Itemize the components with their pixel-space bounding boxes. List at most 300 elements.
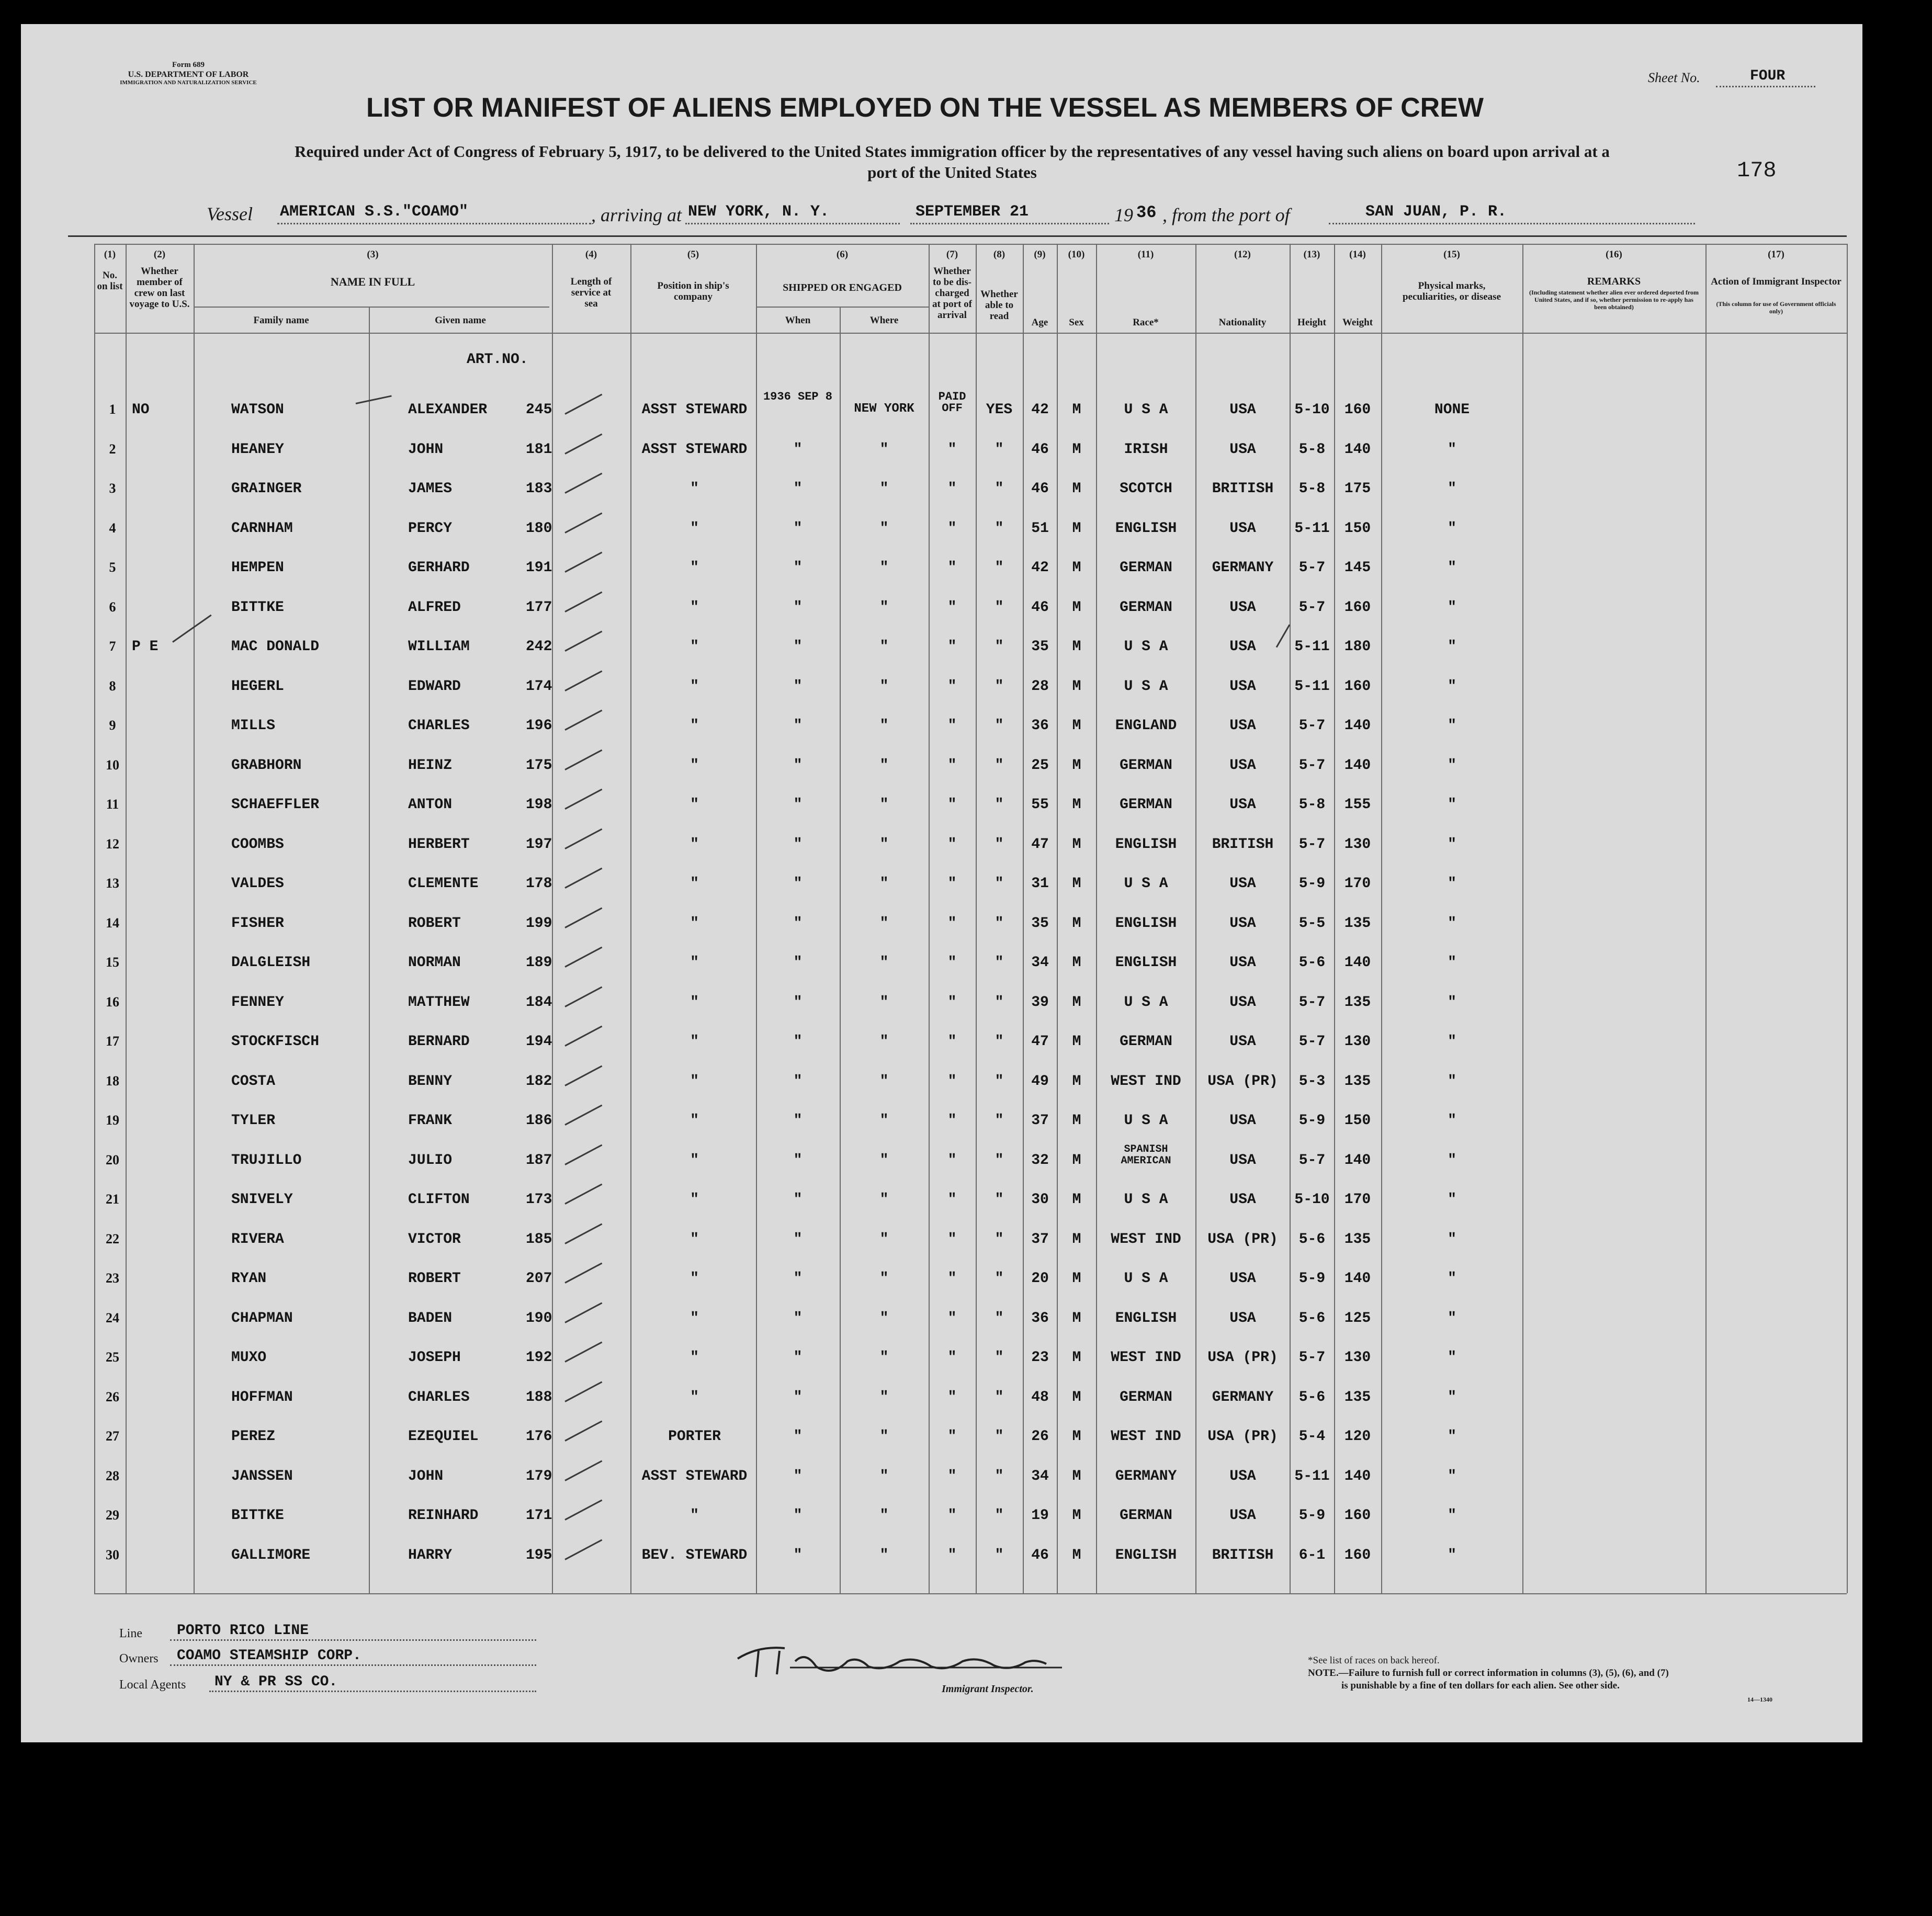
table-row (21, 1496, 1773, 1535)
cell-position: " (690, 1152, 699, 1169)
cell-race: U S A (1124, 876, 1168, 892)
cell-able-to-read: " (995, 560, 1004, 576)
cell-shipped-when: " (793, 797, 803, 813)
cell-article-number: 199 (526, 915, 552, 932)
from-port-label: , from the port of (1162, 205, 1290, 225)
cell-shipped-where: " (879, 836, 889, 853)
sheet-label: Sheet No. (1648, 70, 1700, 85)
cell-able-to-read: " (995, 1231, 1004, 1248)
cell-age: 49 (1031, 1073, 1049, 1090)
col11-number: (11) (1137, 249, 1154, 260)
table-row (21, 1101, 1773, 1140)
cell-race: GERMAN (1120, 599, 1172, 616)
cell-sex: M (1072, 639, 1081, 655)
cell-article-number: 180 (526, 520, 552, 537)
col15-number: (15) (1443, 249, 1460, 260)
cell-family-name: JANSSEN (231, 1468, 293, 1484)
cell-sex: M (1072, 560, 1081, 576)
table-row (21, 785, 1773, 824)
cell-age: 28 (1031, 678, 1049, 695)
cell-article-number: 189 (526, 955, 552, 971)
cell-family-name: VALDES (231, 876, 284, 892)
cell-sex: M (1072, 797, 1081, 813)
cell-article-number: 185 (526, 1231, 552, 1248)
manifest-title: LIST OR MANIFEST OF ALIENS EMPLOYED ON THE VESSEL AS MEMBERS OF CREW (366, 93, 1484, 123)
cell-article-number: 176 (526, 1429, 552, 1445)
cell-height: 5-3 (1298, 1073, 1326, 1090)
cell-position: " (690, 1073, 699, 1090)
col16-header: REMARKS (1587, 276, 1641, 287)
cell-family-name: HEMPEN (231, 560, 284, 576)
cell-race: ENGLISH (1115, 520, 1177, 537)
cell-discharged: " (947, 1271, 957, 1287)
arriving-fill-line (685, 222, 900, 224)
cell-physical-marks: " (1448, 520, 1456, 537)
cell-physical-marks: " (1448, 1192, 1456, 1208)
cell-sex: M (1072, 481, 1081, 497)
cell-age: 35 (1031, 639, 1049, 655)
cell-row-number: 16 (106, 994, 119, 1010)
cell-position: ASST STEWARD (641, 441, 748, 458)
cell-weight: 155 (1344, 797, 1371, 813)
cell-article-number: 184 (526, 994, 552, 1011)
cell-discharged: " (947, 1547, 957, 1563)
cell-family-name: MAC DONALD (231, 639, 320, 655)
cell-given-name: ANTON (408, 797, 453, 813)
cell-shipped-when: " (793, 639, 803, 655)
cell-shipped-where: " (879, 1350, 889, 1366)
cell-family-name: HEGERL (231, 678, 284, 695)
cell-sex: M (1072, 1468, 1081, 1484)
cell-sex: M (1072, 876, 1081, 892)
cell-given-name: VICTOR (408, 1231, 461, 1248)
col12-header: Nationality (1218, 317, 1267, 328)
col6-where-header: Where (869, 315, 899, 326)
cell-shipped-where: " (879, 599, 889, 616)
cell-sex: M (1072, 718, 1081, 734)
cell-age: 46 (1031, 599, 1049, 616)
table-row (21, 1022, 1773, 1061)
cell-family-name: GALLIMORE (231, 1547, 311, 1563)
service-length-mark (564, 631, 602, 652)
cell-row-number: 4 (109, 520, 116, 536)
arriving-value: NEW YORK, N. Y. (688, 203, 830, 221)
cell-height: 5-9 (1298, 1271, 1326, 1287)
cell-physical-marks: " (1448, 876, 1456, 892)
date-fill-line (910, 222, 1109, 224)
col1-number: (1) (104, 249, 116, 260)
cell-position: " (690, 1310, 699, 1327)
cell-given-name: BADEN (408, 1310, 453, 1327)
cell-row-number: 14 (106, 915, 119, 931)
table-row (21, 864, 1773, 903)
cell-nationality: USA (1229, 599, 1256, 616)
cell-age: 34 (1031, 955, 1049, 971)
cell-able-to-read: " (995, 441, 1004, 458)
cell-shipped-where: " (879, 441, 889, 458)
cell-shipped-when: " (793, 718, 803, 734)
art-no-label: ART.NO. (467, 352, 528, 368)
cell-row-number: 10 (106, 757, 119, 773)
cell-row-number: 13 (106, 876, 119, 891)
cell-age: 34 (1031, 1468, 1049, 1484)
cell-weight: 140 (1344, 1152, 1371, 1169)
cell-family-name: WATSON (231, 402, 284, 418)
col7-header: Whether to be dis-charged at port of arrival (932, 266, 972, 321)
cell-position: " (690, 1350, 699, 1366)
cell-race: ENGLISH (1115, 1310, 1177, 1327)
cell-discharged: " (947, 718, 957, 734)
cell-physical-marks: " (1448, 797, 1456, 813)
cell-race: GERMAN (1120, 560, 1172, 576)
cell-able-to-read: YES (986, 402, 1013, 418)
cell-nationality: USA (1229, 797, 1256, 813)
cell-family-name: CHAPMAN (231, 1310, 293, 1327)
col4-number: (4) (585, 249, 597, 260)
cell-physical-marks: " (1448, 1152, 1456, 1169)
service-length-mark (564, 947, 602, 968)
cell-row-number: 23 (106, 1271, 119, 1286)
cell-nationality: USA (PR) (1207, 1350, 1278, 1366)
cell-given-name: ROBERT (408, 915, 461, 932)
table-row (21, 904, 1773, 943)
service-length-mark (564, 1302, 602, 1323)
name-subheader-line (194, 307, 549, 308)
cell-given-name: ROBERT (408, 1271, 461, 1287)
cell-physical-marks: " (1448, 1310, 1456, 1327)
col-line (1847, 244, 1848, 1593)
cell-race: GERMAN (1120, 757, 1172, 774)
cell-shipped-when: " (793, 1350, 803, 1366)
cell-position: " (690, 955, 699, 971)
table-row (21, 667, 1773, 706)
cell-shipped-when: " (793, 1310, 803, 1327)
cell-height: 5-10 (1294, 402, 1330, 418)
cell-position: " (690, 1192, 699, 1208)
cell-given-name: HEINZ (408, 757, 453, 774)
cell-age: 46 (1031, 481, 1049, 497)
cell-race: ENGLAND (1115, 718, 1177, 734)
cell-height: 5-8 (1298, 481, 1326, 497)
cell-height: 5-9 (1298, 876, 1326, 892)
cell-sex: M (1072, 1192, 1081, 1208)
from-port-value: SAN JUAN, P. R. (1365, 203, 1507, 221)
cell-sex: M (1072, 1507, 1081, 1524)
table-row (21, 746, 1773, 785)
cell-height: 5-6 (1298, 1310, 1326, 1327)
cell-able-to-read: " (995, 678, 1004, 695)
cell-family-name: BITTKE (231, 1507, 284, 1524)
cell-given-name: HARRY (408, 1547, 453, 1563)
col2-number: (2) (153, 249, 166, 260)
agents-value: NY & PR SS CO. (214, 1674, 338, 1690)
col11-header: Race* (1133, 317, 1159, 328)
cell-shipped-when: " (793, 599, 803, 616)
cell-article-number: 195 (526, 1547, 552, 1563)
cell-row-number: 29 (106, 1507, 119, 1523)
cell-position: BEV. STEWARD (641, 1547, 748, 1563)
cell-age: 39 (1031, 994, 1049, 1011)
cell-age: 20 (1031, 1271, 1049, 1287)
cell-nationality: USA (1229, 1507, 1256, 1524)
col14-number: (14) (1349, 249, 1366, 260)
cell-discharged: " (947, 836, 957, 853)
cell-able-to-read: " (995, 481, 1004, 497)
col3-given-header: Given name (435, 315, 486, 326)
cell-discharged: PAID OFF (938, 391, 966, 414)
line-label: Line (119, 1627, 142, 1640)
cell-age: 23 (1031, 1350, 1049, 1366)
col8-header: Whether able to read (980, 289, 1018, 322)
cell-discharged: " (947, 876, 957, 892)
cell-height: 5-6 (1298, 1231, 1326, 1248)
cell-able-to-read: " (995, 639, 1004, 655)
cell-nationality: USA (1229, 1152, 1256, 1169)
cell-nationality: USA (1229, 520, 1256, 537)
cell-sex: M (1072, 441, 1081, 458)
cell-position: " (690, 836, 699, 853)
cell-discharged: " (947, 955, 957, 971)
cell-article-number: 179 (526, 1468, 552, 1484)
cell-nationality: USA (1229, 1271, 1256, 1287)
cell-sex: M (1072, 836, 1081, 853)
cell-able-to-read: " (995, 1547, 1004, 1563)
cell-shipped-when: " (793, 441, 803, 458)
service-length-mark (564, 1421, 602, 1442)
cell-article-number: 178 (526, 876, 552, 892)
cell-race: ENGLISH (1115, 836, 1177, 853)
cell-position: " (690, 797, 699, 813)
cell-nationality: BRITISH (1212, 1547, 1274, 1563)
cell-sex: M (1072, 1429, 1081, 1445)
cell-nationality: USA (1229, 1468, 1256, 1484)
col9-number: (9) (1034, 249, 1046, 260)
cell-family-name: MUXO (231, 1350, 267, 1366)
cell-discharged: " (947, 1192, 957, 1208)
cell-able-to-read: " (995, 1034, 1004, 1050)
cell-shipped-when: " (793, 1468, 803, 1484)
cell-nationality: USA (PR) (1207, 1231, 1278, 1248)
cell-row-number: 26 (106, 1389, 119, 1404)
cell-sex: M (1072, 1350, 1081, 1366)
cell-discharged: " (947, 1113, 957, 1129)
cell-shipped-where: " (879, 1231, 889, 1248)
cell-shipped-when: " (793, 836, 803, 853)
cell-shipped-where: " (879, 718, 889, 734)
cell-row-number: 12 (106, 836, 119, 852)
header-rule-top (68, 235, 1847, 237)
cell-shipped-when: " (793, 1389, 803, 1405)
cell-age: 35 (1031, 915, 1049, 932)
cell-nationality: USA (1229, 1113, 1256, 1129)
table-header-bottom-line (94, 333, 1847, 334)
cell-nationality: USA (1229, 639, 1256, 655)
cell-shipped-where: " (879, 520, 889, 537)
cell-age: 31 (1031, 876, 1049, 892)
cell-discharged: " (947, 1310, 957, 1327)
vessel-value: AMERICAN S.S."COAMO" (280, 203, 469, 221)
cell-nationality: BRITISH (1212, 836, 1274, 853)
cell-family-name: GRAINGER (231, 481, 302, 497)
cell-discharged: " (947, 520, 957, 537)
cell-given-name: BENNY (408, 1073, 453, 1090)
cell-discharged: " (947, 1429, 957, 1445)
table-row (21, 1062, 1773, 1101)
cell-physical-marks: " (1448, 1271, 1456, 1287)
cell-able-to-read: " (995, 520, 1004, 537)
service-length-mark (564, 868, 602, 889)
cell-family-name: RIVERA (231, 1231, 284, 1248)
cell-row-number: 5 (109, 560, 116, 575)
cell-article-number: 190 (526, 1310, 552, 1327)
service-length-mark (564, 670, 602, 691)
cell-row-number: 28 (106, 1468, 119, 1483)
cell-nationality: USA (1229, 402, 1256, 418)
cell-age: 42 (1031, 402, 1049, 418)
table-row (21, 1259, 1773, 1298)
cell-shipped-where: " (879, 1192, 889, 1208)
cell-physical-marks: " (1448, 1468, 1456, 1484)
cell-family-name: HOFFMAN (231, 1389, 293, 1405)
cell-prior-voyage: P E (132, 639, 159, 655)
service-length-mark (564, 828, 602, 849)
cell-shipped-when: " (793, 1073, 803, 1090)
cell-weight: 140 (1344, 1468, 1371, 1484)
cell-position: PORTER (668, 1429, 721, 1445)
cell-row-number: 25 (106, 1350, 119, 1365)
cell-sex: M (1072, 1073, 1081, 1090)
service-length-mark (564, 591, 602, 612)
cell-shipped-when: " (793, 560, 803, 576)
cell-article-number: 245 (526, 402, 552, 418)
cell-race: GERMAN (1120, 797, 1172, 813)
cell-shipped-where: " (879, 1310, 889, 1327)
cell-age: 37 (1031, 1231, 1049, 1248)
table-row (21, 1378, 1773, 1416)
cell-able-to-read: " (995, 1507, 1004, 1524)
cell-weight: 160 (1344, 1507, 1371, 1524)
col7-number: (7) (946, 249, 958, 260)
cell-nationality: USA (1229, 757, 1256, 774)
col17-header: Action of Immigrant Inspector (1711, 276, 1841, 287)
cell-shipped-when: " (793, 1113, 803, 1129)
cell-shipped-when: " (793, 876, 803, 892)
cell-position: ASST STEWARD (641, 1468, 748, 1484)
line-fill-line (170, 1638, 536, 1641)
cell-shipped-where: " (879, 1113, 889, 1129)
col6-number: (6) (836, 249, 849, 260)
inspector-label: Immigrant Inspector. (942, 1683, 1034, 1695)
cell-race: U S A (1124, 1192, 1168, 1208)
cell-weight: 160 (1344, 678, 1371, 695)
cell-able-to-read: " (995, 1192, 1004, 1208)
cell-sex: M (1072, 1389, 1081, 1405)
cell-article-number: 198 (526, 797, 552, 813)
cell-article-number: 194 (526, 1034, 552, 1050)
cell-discharged: " (947, 1073, 957, 1090)
cell-weight: 130 (1344, 836, 1371, 853)
cell-physical-marks: " (1448, 1507, 1456, 1524)
cell-shipped-when: 1936 SEP 8 (763, 391, 833, 403)
cell-sex: M (1072, 1152, 1081, 1169)
service-length-mark (564, 907, 602, 928)
table-row (21, 1457, 1773, 1495)
cell-race: GERMAN (1120, 1389, 1172, 1405)
cell-shipped-when: " (793, 1034, 803, 1050)
cell-family-name: HEANEY (231, 441, 284, 458)
service-length-mark (564, 1500, 602, 1521)
cell-row-number: 18 (106, 1073, 119, 1089)
cell-weight: 135 (1344, 994, 1371, 1011)
service-length-mark (564, 1144, 602, 1165)
cell-weight: 135 (1344, 1389, 1371, 1405)
page-number: 178 (1737, 158, 1777, 183)
cell-shipped-where: " (879, 1073, 889, 1090)
cell-shipped-where: " (879, 481, 889, 497)
cell-sex: M (1072, 402, 1081, 418)
cell-race: WEST IND (1111, 1073, 1181, 1090)
col17-note: (This column for use of Government officials only) (1716, 300, 1836, 315)
cell-shipped-when: " (793, 1231, 803, 1248)
cell-able-to-read: " (995, 797, 1004, 813)
cell-shipped-where: " (879, 1468, 889, 1484)
cell-given-name: JULIO (408, 1152, 453, 1169)
service-length-mark (564, 1105, 602, 1126)
cell-able-to-read: " (995, 1429, 1004, 1445)
cell-row-number: 8 (109, 678, 116, 694)
cell-given-name: CLIFTON (408, 1192, 470, 1208)
cell-row-number: 20 (106, 1152, 119, 1167)
cell-physical-marks: " (1448, 718, 1456, 734)
cell-discharged: " (947, 639, 957, 655)
cell-shipped-when: " (793, 481, 803, 497)
cell-row-number: 2 (109, 441, 116, 457)
cell-race: WEST IND (1111, 1231, 1181, 1248)
cell-shipped-when: " (793, 757, 803, 774)
cell-weight: 140 (1344, 718, 1371, 734)
cell-physical-marks: " (1448, 757, 1456, 774)
cell-race: U S A (1124, 1113, 1168, 1129)
cell-nationality: USA (1229, 1192, 1256, 1208)
cell-weight: 175 (1344, 481, 1371, 497)
cell-able-to-read: " (995, 836, 1004, 853)
cell-shipped-when: " (793, 1547, 803, 1563)
cell-given-name: JAMES (408, 481, 453, 497)
cell-weight: 120 (1344, 1429, 1371, 1445)
cell-race: GERMAN (1120, 1507, 1172, 1524)
cell-able-to-read: " (995, 915, 1004, 932)
cell-given-name: MATTHEW (408, 994, 470, 1011)
cell-age: 25 (1031, 757, 1049, 774)
cell-prior-voyage: NO (132, 402, 150, 418)
cell-row-number: 9 (109, 718, 116, 733)
cell-race: U S A (1124, 678, 1168, 695)
year-prefix: 19 (1114, 205, 1133, 225)
cell-family-name: DALGLEISH (231, 955, 311, 971)
col6-when-header: When (785, 315, 811, 326)
cell-discharged: " (947, 1034, 957, 1050)
table-row (21, 706, 1773, 745)
table-row (21, 1338, 1773, 1377)
owners-label: Owners (119, 1652, 159, 1665)
cell-given-name: CHARLES (408, 718, 470, 734)
cell-physical-marks: " (1448, 560, 1456, 576)
table-row (21, 430, 1773, 469)
cell-position: " (690, 1271, 699, 1287)
cell-able-to-read: " (995, 955, 1004, 971)
table-row (21, 1299, 1773, 1337)
cell-nationality: USA (1229, 718, 1256, 734)
